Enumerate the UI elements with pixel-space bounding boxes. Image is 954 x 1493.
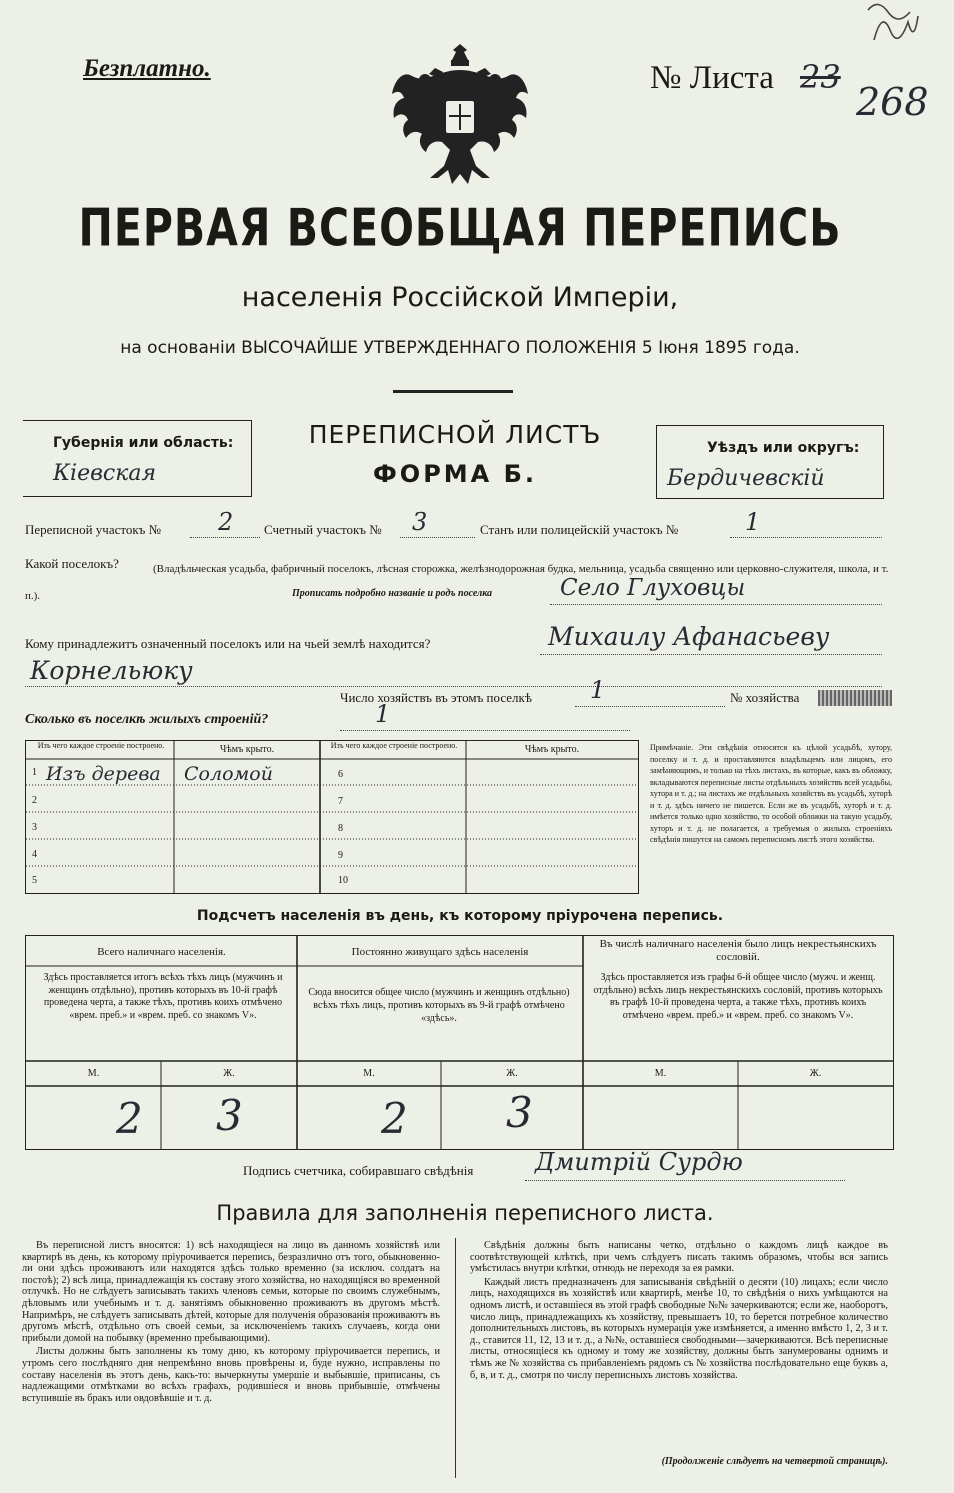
signature-value: Дмитрій Сурдю xyxy=(535,1148,743,1176)
buildings-label: Сколько въ поселкѣ жилыхъ строеній? xyxy=(25,712,269,727)
police-district-line xyxy=(730,537,882,538)
col1-text: Здѣсь проставляется итогъ всѣхъ тѣхъ лицъ (мужчинъ и женщинъ отдѣльно), противъ которыхъ въ 10-й графѣ проведена черта, а также тѣхъ, противъ коихъ отмѣчено «врем. преб.» и «врем. преб. со знакомъ V». xyxy=(43,972,283,1021)
settlement-line xyxy=(550,604,882,605)
district-value: Бердичевскій xyxy=(667,466,825,491)
row-1-roof: Соломой xyxy=(184,763,273,785)
households-label: Число хозяйствъ въ этомъ поселкѣ xyxy=(340,690,532,705)
archive-number: 268 xyxy=(856,80,929,124)
c3-m-label: М. xyxy=(654,1068,667,1079)
col1-title: Всего наличнаго населенія. xyxy=(97,946,226,958)
row-num-9: 9 xyxy=(338,850,343,861)
rules-left-p1: Въ переписной листъ вносятся: 1) всѣ находящіеся на лицо въ данномъ хозяйствѣ или квартирѣ въ день, къ которому пріурочивается перепись, безразлично отъ того, обыкновенно-ли они здѣсь проживаютъ или находятся здѣсь только временно (за исключ. солдатъ на постоѣ); 2) всѣ лица, принадлежащія къ составу этого хозяйства, но находящіяся во временной отлучкѣ. Но не слѣдуетъ записывать такихъ членовъ семьи, которые по своимъ служебнымъ, дѣловымъ или учебнымъ и т. д. занятіямъ обыкновенно проживаютъ въ другомъ мѣстѣ. Напримѣръ, не слѣдуетъ записывать дѣтей, которые для полученія образованія проживаютъ въ другомъ мѣстѣ, отдѣльно отъ своей семьи, за исключеніемъ такихъ случаевъ, когда они прибыли домой на побывку (временно пребывающими). xyxy=(22,1240,440,1344)
rules-left-p2: Листы должны быть заполнены къ тому дню, къ которому пріурочивается перепись, и утромъ сего послѣдняго дня непремѣнно вновь провѣрены и, буде нужно, исправлены по составу населенія въ этотъ день, какъ-то: вычеркнуты умершіе и выбывшіе, приписаны, съ надлежащими отмѣтками во всѣхъ графахъ, родившіеся и вновь прибывшіе, отмѣчены вступившіе въ бракъ или овдовѣвшіе и т. д. xyxy=(22,1346,440,1404)
rules-title: Правила для заполненія переписного листа. xyxy=(216,1201,714,1225)
page-title: ПЕРВАЯ ВСЕОБЩАЯ ПЕРЕПИСЬ xyxy=(78,198,842,258)
owner-value-1: Михаилу Афанасьеву xyxy=(548,622,830,651)
c2-m-label: М. xyxy=(363,1068,375,1079)
c3-f-label: Ж. xyxy=(809,1068,822,1079)
col3-title: Въ числѣ наличнаго населенія было лицъ некрестьянскихъ сословій. xyxy=(599,938,877,963)
settlement-hint-2: Прописать подробно названіе и родъ поселка xyxy=(292,588,493,599)
household-number-stamp xyxy=(818,690,892,706)
col-material-right: Изъ чего каждое строеніе построено. xyxy=(330,741,458,750)
title-divider xyxy=(393,390,513,393)
police-district-value: 1 xyxy=(745,508,761,536)
row-num-6: 6 xyxy=(338,769,343,780)
household-number-label: № хозяйства xyxy=(730,690,800,705)
c1-f-label: Ж. xyxy=(223,1068,235,1079)
district-box xyxy=(656,425,884,499)
col3-text: Здѣсь проставляется изъ графы 6-й общее число (мужч. и женщ. отдѣльно) всѣхъ лицъ некрестьянскихъ сословій, противъ которыхъ въ графѣ 10-й проведена черта, а также тѣхъ, противъ коихъ отмѣчено «врем. преб.» и «врем. преб. со знакомъ V». xyxy=(593,972,883,1021)
col2-title: Постоянно живущаго здѣсь населенія xyxy=(351,946,529,958)
c1-m-label: М. xyxy=(87,1068,100,1079)
province-label: Губернія или область: xyxy=(53,435,234,451)
sheet-title: ПЕРЕПИСНОЙ ЛИСТЪ xyxy=(308,420,602,449)
census-district-label: Переписной участокъ № xyxy=(25,522,162,537)
owner-line-2 xyxy=(25,686,882,687)
row-num-7: 7 xyxy=(338,796,343,807)
row-num-1: 1 xyxy=(32,767,37,778)
police-district-label: Станъ или полицейскій участокъ № xyxy=(480,522,679,537)
settlement-hint: (Владѣльческая усадьба, фабричный поселокъ, лѣсная сторожка, желѣзнодорожная будка, мельница, усадьба священно или церковно-служителя, школа, и т. п.). xyxy=(25,563,889,602)
row-num-10: 10 xyxy=(338,875,348,886)
settlement-label: Какой поселокъ? xyxy=(25,556,119,571)
rules-right-column xyxy=(470,1240,888,1383)
signature-line xyxy=(525,1180,845,1181)
sheet-number-value: 23 xyxy=(800,58,841,96)
rules-right-p1: Свѣдѣнія должны быть написаны четко, отдѣльно о каждомъ лицѣ каждое въ соотвѣтствующей клѣткѣ, при чемъ слѣдуетъ писать такимъ образомъ, чтобы вся запись умѣстилась внутри клѣтки, отнюдь не переходя за ея рамки. xyxy=(470,1240,888,1275)
population-table-grid xyxy=(26,936,893,1149)
row-num-3: 3 xyxy=(32,822,37,833)
col2-text: Сюда вносится общее число (мужчинъ и женщинъ отдѣльно) всѣхъ тѣхъ лицъ, противъ которыхъ въ 9-й графѣ отмѣчено «здѣсь». xyxy=(308,987,570,1024)
owner-value-2: Корнельюку xyxy=(30,656,193,685)
population-table xyxy=(25,935,894,1150)
buildings-line xyxy=(340,730,630,731)
province-value: Кіевская xyxy=(53,461,157,486)
c2-f-label: Ж. xyxy=(506,1068,518,1079)
rules-continuation: (Продолженіе слѣдуетъ на четвертой страницѣ). xyxy=(661,1456,888,1467)
c2-m-value: 2 xyxy=(381,1094,408,1143)
row-num-2: 2 xyxy=(32,795,37,806)
rules-right-p2: Каждый листъ предназначенъ для записыванія свѣдѣній о десяти (10) лицахъ; если число лицъ, находящихся въ хозяйствѣ или квартирѣ, менѣе 10, то свѣдѣнія о нихъ умѣщаются на одномъ листѣ, и оставшіеся въ этой графѣ свободные №№ зачеркиваются; если же, наоборотъ, число лицъ, принадлежащихъ къ хозяйству, превышаетъ 10, то берется потребное количество дополнительныхъ листовъ, въ которыхъ нумерація уже измѣняется, а именно вмѣсто 1, 2, 3 и т. д., ставится 11, 12, 13 и т. д., а №№, оставшіеся свободными—зачеркиваются. Всѣ переписные листы, относящіеся къ одному и тому же хозяйству, должны быть занумерованы однимъ и тѣмъ же № хозяйства съ прибавленіемъ рядомъ съ № хозяйства послѣдовательно еще буквъ а, б, в, и т. д., смотря по числу переписныхъ листовъ хозяйства. xyxy=(470,1276,888,1381)
buildings-note: Примѣчаніе. Эти свѣдѣнія относятся къ цѣлой усадьбѣ, хутору, поселку и т. д. и проставляются владѣльцемъ или лицомъ, его замѣняющимъ, и только на тѣхъ листахъ, въ которые, какъ въ обложку, вкладываются переписные листы отдѣльныхъ хозяйствъ всей усадьбы, хутора и т. д.; на листахъ же отдѣльныхъ хозяйствъ въ усадьбѣ, хуторѣ и т. д. здѣсь ничего не пишется. Если же въ усадьбѣ, хуторѣ и т. д. имѣется только одно хозяйство, то особой обложки на такую усадьбу, хуторъ и т. д. не полагается, а требуемыя о жилыхъ строеніяхъ свѣдѣнія пишутся на самомъ переписномъ листѣ этого хозяйства. xyxy=(650,743,892,844)
rules-left-column xyxy=(22,1240,440,1406)
count-district-label: Счетный участокъ № xyxy=(264,522,382,537)
imperial-eagle-emblem xyxy=(385,40,535,210)
col-roof-left: Чѣмъ крыто. xyxy=(219,744,275,755)
province-box xyxy=(23,420,252,497)
count-district-line xyxy=(400,537,475,538)
households-value: 1 xyxy=(590,676,606,704)
settlement-value: Село Глуховцы xyxy=(560,575,746,601)
census-district-value: 2 xyxy=(218,508,234,536)
c1-f-value: 3 xyxy=(216,1091,243,1140)
signature-label: Подпись счетчика, собиравшаго свѣдѣнія xyxy=(243,1163,474,1178)
households-line xyxy=(575,706,725,707)
col-roof-right: Чѣмъ крыто. xyxy=(524,744,580,755)
rules-column-divider xyxy=(455,1238,456,1478)
c1-m-value: 2 xyxy=(116,1094,143,1143)
free-label: Безплатно. xyxy=(83,55,211,82)
district-label: Уѣздъ или округъ: xyxy=(707,440,860,456)
basis-line: на основаніи ВЫСОЧАЙШЕ УТВЕРЖДЕННАГО ПОЛОЖЕНІЯ 5 Іюня 1895 года. xyxy=(120,338,800,358)
owner-label: Кому принадлежитъ означенный поселокъ или на чьей землѣ находится? xyxy=(25,636,431,651)
c2-f-value: 3 xyxy=(506,1088,533,1137)
row-1-material: Изъ дерева xyxy=(46,763,161,785)
owner-line-1 xyxy=(540,654,882,655)
col-material-left: Изъ чего каждое строеніе построено. xyxy=(37,741,165,750)
population-heading: Подсчетъ населенія въ день, къ которому пріурочена перепись. xyxy=(196,908,724,924)
form-label: ФОРМА Б. xyxy=(372,460,537,488)
census-district-line xyxy=(190,537,260,538)
count-district-value: 3 xyxy=(412,508,428,536)
margin-scribble xyxy=(860,0,930,55)
buildings-table xyxy=(25,740,639,894)
row-num-4: 4 xyxy=(32,849,37,860)
buildings-value: 1 xyxy=(375,700,391,728)
page-subtitle: населенія Россійской Имперіи, xyxy=(241,282,679,313)
row-num-5: 5 xyxy=(32,875,37,886)
sheet-number-label: № Листа xyxy=(650,60,774,96)
row-num-8: 8 xyxy=(338,823,343,834)
